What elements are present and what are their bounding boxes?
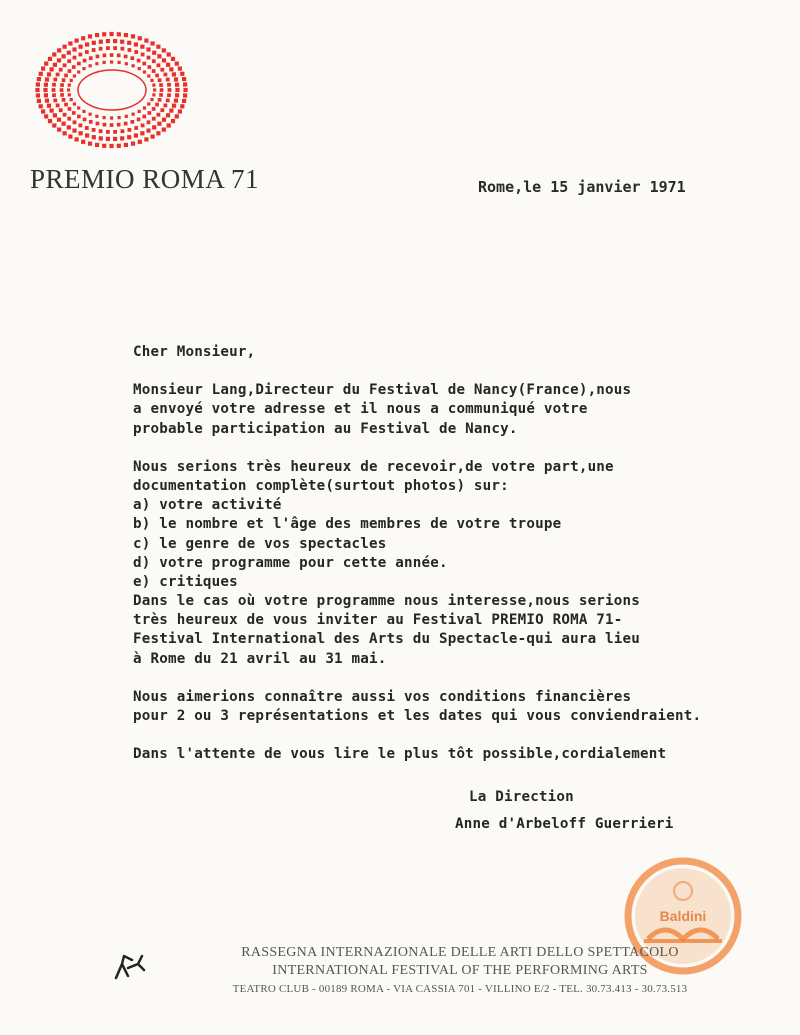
logo-dot: [79, 131, 83, 135]
logo-dot: [82, 110, 85, 113]
logo-dot: [36, 82, 40, 86]
logo-dot: [79, 45, 83, 49]
logo-dot: [99, 136, 103, 140]
logo-dot: [41, 67, 45, 71]
logo-dot: [83, 118, 87, 122]
logo-dot: [118, 61, 121, 64]
logo-dot: [183, 88, 187, 92]
logo-dot: [53, 113, 57, 117]
logo-dot: [89, 120, 93, 124]
text-line: Nous aimerions connaître aussi vos conditions financières: [133, 688, 632, 705]
logo-dot: [117, 54, 121, 58]
logo-dot: [147, 74, 150, 77]
signature-name: Anne d'Arbeloff Guerrieri: [455, 816, 674, 832]
logo-dot: [37, 99, 41, 103]
logo-dot: [132, 64, 135, 67]
logo-dot: [131, 34, 135, 38]
logo-dot: [53, 99, 57, 103]
logo-dot: [68, 84, 71, 87]
text-line: probable participation au Festival de Nancy.: [133, 420, 518, 437]
logo-dot: [85, 126, 89, 130]
logo-dot: [138, 140, 142, 144]
logo-dot: [63, 113, 67, 117]
logo-dot: [67, 88, 70, 91]
logo-dot: [147, 102, 150, 105]
logo-dot: [152, 59, 156, 63]
logo-dot: [120, 136, 124, 140]
logo-dot: [152, 84, 155, 87]
logo-dot: [106, 130, 110, 134]
logo-dot: [117, 123, 121, 127]
logo-dot: [175, 83, 179, 87]
logo-dot: [96, 55, 100, 59]
colosseum-icon: [32, 28, 192, 163]
text-line: à Rome du 21 avril au 31 mai.: [133, 650, 387, 667]
logo-dot: [178, 109, 182, 113]
logo-dot: [152, 93, 155, 96]
logo-dot: [110, 53, 114, 57]
logo-dot: [128, 48, 132, 52]
logo-dot: [110, 116, 113, 119]
logo-dot: [120, 40, 124, 44]
logo-dot: [85, 42, 89, 46]
logo-dot: [52, 83, 56, 87]
logo-dot: [138, 67, 141, 70]
logo-dot: [44, 62, 48, 66]
logo-dot: [113, 39, 117, 43]
logo-dot: [44, 83, 48, 87]
logo-dot: [50, 67, 54, 71]
logo-dot: [63, 63, 67, 67]
logo-dot: [68, 69, 72, 73]
logo-dot: [125, 115, 128, 118]
stamp-label: Baldini: [659, 908, 707, 924]
logo-dot: [99, 47, 103, 51]
logo-dot: [146, 129, 150, 133]
footer-line-2: INTERNATIONAL FESTIVAL OF THE PERFORMING ARTS: [272, 963, 648, 978]
logo-dot: [63, 131, 67, 135]
logo-dot: [134, 133, 138, 137]
logo-dot: [77, 115, 81, 119]
logo-dot: [132, 113, 135, 116]
logo-dot: [134, 42, 138, 46]
logo-dot: [75, 39, 79, 43]
signature-block: [455, 784, 674, 838]
logo-dot: [172, 72, 176, 76]
logo-dot: [175, 93, 179, 97]
logo-dot: [47, 104, 51, 108]
logo-dot: [89, 64, 92, 67]
text-line: a envoyé votre adresse et il nous a communiqué votre: [133, 401, 588, 418]
logo-dot: [62, 122, 66, 126]
logo-dot: [175, 62, 179, 66]
logo-dot: [103, 54, 107, 58]
logo-dot: [153, 88, 156, 91]
logo-dot: [57, 58, 61, 62]
list-item: a) votre activité: [133, 497, 282, 514]
logo-dot: [164, 73, 168, 77]
logo-dot: [175, 114, 179, 118]
logo-dot: [156, 131, 160, 135]
logo-dot: [109, 32, 113, 36]
logo-dot: [158, 98, 162, 102]
logo-dot: [68, 93, 71, 96]
logo-dot: [143, 106, 146, 109]
logo-dot: [67, 117, 71, 121]
logo-dot: [118, 116, 121, 119]
logo-dot: [137, 118, 141, 122]
logo-dot: [152, 107, 156, 111]
paragraph-3: [133, 688, 773, 726]
logo-dot: [151, 41, 155, 45]
logo-dot: [167, 93, 171, 97]
logo-dot: [152, 125, 156, 129]
logo-dot: [52, 93, 56, 97]
logo-dot: [160, 88, 164, 92]
logo-dot: [41, 109, 45, 113]
logo-dot: [57, 118, 61, 122]
logo-dot: [144, 39, 148, 43]
logo-dot: [141, 53, 145, 57]
logo-dot: [138, 110, 141, 113]
text-line: Festival International des Arts du Spectacle-qui aura lieu: [133, 631, 641, 648]
logo-dot: [155, 103, 159, 107]
logo-dot: [110, 60, 113, 63]
logo-dot: [180, 72, 184, 76]
logo-dot: [142, 115, 146, 119]
logo-dot: [88, 34, 92, 38]
logo-dot: [147, 120, 151, 124]
logo-dot: [148, 111, 152, 115]
logo-dot: [166, 78, 170, 82]
list-item: e) critiques: [133, 573, 238, 590]
logo-dot: [174, 99, 178, 103]
logo-dot: [162, 58, 166, 62]
logo-dot: [172, 104, 176, 108]
logo-dot: [150, 98, 153, 101]
logo-dot: [92, 48, 96, 52]
logo-dot: [70, 98, 73, 101]
logo-dot: [157, 113, 161, 117]
text-line: Dans le cas où votre programme nous interesse,nous serions: [133, 593, 641, 610]
logo-dot: [155, 74, 159, 78]
closing: Dans l'attente de vous lire le plus tôt possible,cordialement: [133, 746, 667, 763]
logo-dot: [70, 79, 73, 82]
logo-dot: [89, 113, 92, 116]
logo-dot: [168, 88, 172, 92]
logo-dot: [166, 99, 170, 103]
logo-dot: [152, 51, 156, 55]
logo-dot: [53, 63, 57, 67]
logo-dot: [103, 116, 106, 119]
logo-dot: [45, 99, 49, 103]
logo-dot: [37, 77, 41, 81]
logo-dot: [169, 67, 173, 71]
logo-dot: [81, 140, 85, 144]
logo-dot: [77, 62, 81, 66]
logo-dot: [72, 129, 76, 133]
logo-dot: [60, 88, 64, 92]
logo-dot: [162, 128, 166, 132]
logo-dot: [164, 104, 168, 108]
paragraph-1: [133, 381, 773, 439]
logo-dot: [103, 123, 107, 127]
logo-dot: [92, 41, 96, 45]
logo-dot: [83, 59, 87, 63]
logo-dot: [43, 88, 47, 92]
logo-dot: [124, 33, 128, 37]
logo-dot: [92, 135, 96, 139]
logo-dot: [95, 62, 98, 65]
logo-dot: [125, 62, 128, 65]
logo-dot: [53, 78, 57, 82]
letterhead-footer: [200, 944, 720, 998]
logo-dot: [150, 79, 153, 82]
logo-dot: [48, 119, 52, 123]
logo-dot: [144, 137, 148, 141]
logo-dot: [73, 102, 76, 105]
logo-dot: [95, 143, 99, 147]
text-line: pour 2 ou 3 représentations et les dates qui vous conviendraient.: [133, 708, 702, 724]
logo-dot: [67, 59, 71, 63]
logo-dot: [157, 122, 161, 126]
logo-dot: [52, 123, 56, 127]
logo-dot: [134, 126, 138, 130]
logo-dot: [157, 54, 161, 58]
logo-dot: [140, 45, 144, 49]
logo-dot: [52, 52, 56, 56]
logo-dot: [159, 83, 163, 87]
logo-dot: [68, 41, 72, 45]
logo-dot: [95, 115, 98, 118]
logo-dot: [59, 68, 63, 72]
letter-date: Rome,le 15 janvier 1971: [478, 178, 686, 196]
logo-dot: [62, 78, 66, 82]
logo-dot: [178, 67, 182, 71]
logo-dot: [81, 36, 85, 40]
logo-dot: [56, 73, 60, 77]
logo-dot: [160, 68, 164, 72]
figure-mark-icon: [112, 952, 152, 986]
logo-dot: [72, 111, 76, 115]
logo-dot: [110, 123, 114, 127]
logo-dot: [67, 125, 71, 129]
logo-dot: [102, 32, 106, 36]
logo-dot: [121, 47, 125, 51]
logo-dot: [117, 144, 121, 148]
logo-dot: [174, 77, 178, 81]
list-item: b) le nombre et l'âge des membres de votre troupe: [133, 516, 562, 533]
logo-dot: [89, 56, 93, 60]
logo-dot: [117, 32, 121, 36]
logo-dot: [141, 124, 145, 128]
logo-dot: [50, 109, 54, 113]
logo-dot: [146, 47, 150, 51]
logo-dot: [166, 113, 170, 117]
text-line: Monsieur Lang,Directeur du Festival de Nancy(France),nous: [133, 382, 632, 399]
logo-dot: [85, 133, 89, 137]
logo-dot: [72, 65, 76, 69]
logo-dot: [128, 128, 132, 132]
logo-dot: [113, 46, 117, 50]
logo-dot: [77, 70, 80, 73]
logo-dot: [68, 107, 72, 111]
logo-dot: [167, 83, 171, 87]
logo-dot: [62, 98, 66, 102]
colosseum-logo: [30, 28, 290, 198]
logo-dot: [92, 128, 96, 132]
logo-dot: [109, 144, 113, 148]
logo-dot: [182, 77, 186, 81]
list-item: c) le genre de vos spectacles: [133, 535, 387, 552]
logo-dot: [62, 54, 66, 58]
org-name: PREMIO ROMA 71: [30, 164, 260, 194]
logo-arena: [78, 70, 146, 110]
logo-dot: [140, 131, 144, 135]
logo-dot: [162, 48, 166, 52]
footer-line-1: RASSEGNA INTERNAZIONALE DELLE ARTI DELLO SPETTACOLO: [241, 945, 679, 960]
logo-dot: [183, 93, 187, 97]
logo-dot: [39, 104, 43, 108]
logo-dot: [106, 137, 110, 141]
logo-dot: [60, 93, 64, 97]
logo-dot: [82, 67, 85, 70]
logo-dot: [182, 99, 186, 103]
logo-dot: [151, 135, 155, 139]
logo-dot: [138, 36, 142, 40]
logo-dot: [52, 88, 56, 92]
logo-dot: [167, 123, 171, 127]
logo-dot: [106, 46, 110, 50]
text-line: Nous serions très heureux de recevoir,de votre part,une: [133, 458, 614, 475]
logo-dot: [124, 55, 128, 59]
text-line: documentation complète(surtout photos) sur:: [133, 477, 509, 494]
logo-dot: [99, 40, 103, 44]
logo-dot: [64, 74, 68, 78]
logo-dot: [57, 128, 61, 132]
logo-dot: [45, 77, 49, 81]
logo-dot: [131, 56, 135, 60]
logo-dot: [57, 48, 61, 52]
logo-dot: [79, 124, 83, 128]
logo-dot: [102, 144, 106, 148]
logo-dot: [64, 103, 68, 107]
logo-dot: [131, 142, 135, 146]
logo-dot: [175, 88, 179, 92]
logo-dot: [171, 119, 175, 123]
logo-dot: [44, 93, 48, 97]
logo-dot: [79, 53, 83, 57]
logo-dot: [60, 83, 64, 87]
logo-dot: [158, 78, 162, 82]
text-line: très heureux de vous inviter au Festival PREMIO ROMA 71-: [133, 612, 623, 629]
salutation: Cher Monsieur,: [133, 344, 256, 360]
logo-dot: [103, 61, 106, 64]
logo-dot: [72, 47, 76, 51]
logo-dot: [157, 63, 161, 67]
logo-dot: [99, 129, 103, 133]
logo-dot: [121, 129, 125, 133]
logo-dot: [35, 88, 39, 92]
logo-dot: [85, 50, 89, 54]
logo-dot: [67, 51, 71, 55]
letter-body: [133, 343, 773, 764]
logo-dot: [73, 56, 77, 60]
logo-dot: [131, 120, 135, 124]
logo-dot: [124, 122, 128, 126]
logo-dot: [127, 135, 131, 139]
logo-dot: [75, 137, 79, 141]
logo-dot: [113, 130, 117, 134]
logo-dot: [113, 137, 117, 141]
logo-dot: [160, 108, 164, 112]
logo-dot: [142, 62, 146, 66]
logo-dot: [39, 72, 43, 76]
logo-dot: [166, 63, 170, 67]
signature-title: La Direction: [469, 789, 574, 805]
logo-dot: [47, 72, 51, 76]
logo-dot: [183, 82, 187, 86]
logo-dot: [143, 70, 146, 73]
logo-dot: [48, 57, 52, 61]
logo-dot: [88, 142, 92, 146]
logo-dot: [137, 59, 141, 63]
logo-dot: [124, 143, 128, 147]
logo-dot: [36, 93, 40, 97]
logo-dot: [180, 104, 184, 108]
logo-dot: [73, 120, 77, 124]
logo-dot: [44, 114, 48, 118]
logo-dot: [159, 93, 163, 97]
logo-dot: [134, 50, 138, 54]
logo-dot: [147, 56, 151, 60]
logo-dot: [156, 45, 160, 49]
logo-dot: [68, 135, 72, 139]
list-item: d) votre programme pour cette année.: [133, 554, 448, 571]
logo-dot: [148, 65, 152, 69]
logo-dot: [152, 117, 156, 121]
logo-dot: [73, 74, 76, 77]
logo-dot: [95, 33, 99, 37]
logo-dot: [171, 57, 175, 61]
logo-dot: [162, 118, 166, 122]
logo-dot: [56, 104, 60, 108]
logo-dot: [152, 69, 156, 73]
logo-dot: [63, 45, 67, 49]
footer-line-3: TEATRO CLUB - 00189 ROMA - VIA CASSIA 701 - VILLINO E/2 - TEL. 30.73.413 - 30.73.513: [232, 983, 688, 995]
logo-dot: [169, 109, 173, 113]
paragraph-2: [133, 458, 773, 669]
logo-dot: [96, 122, 100, 126]
logo-dot: [127, 41, 131, 45]
logo-dot: [59, 108, 63, 112]
logo-dot: [77, 106, 80, 109]
logo-dot: [106, 39, 110, 43]
logo-dot: [167, 52, 171, 56]
